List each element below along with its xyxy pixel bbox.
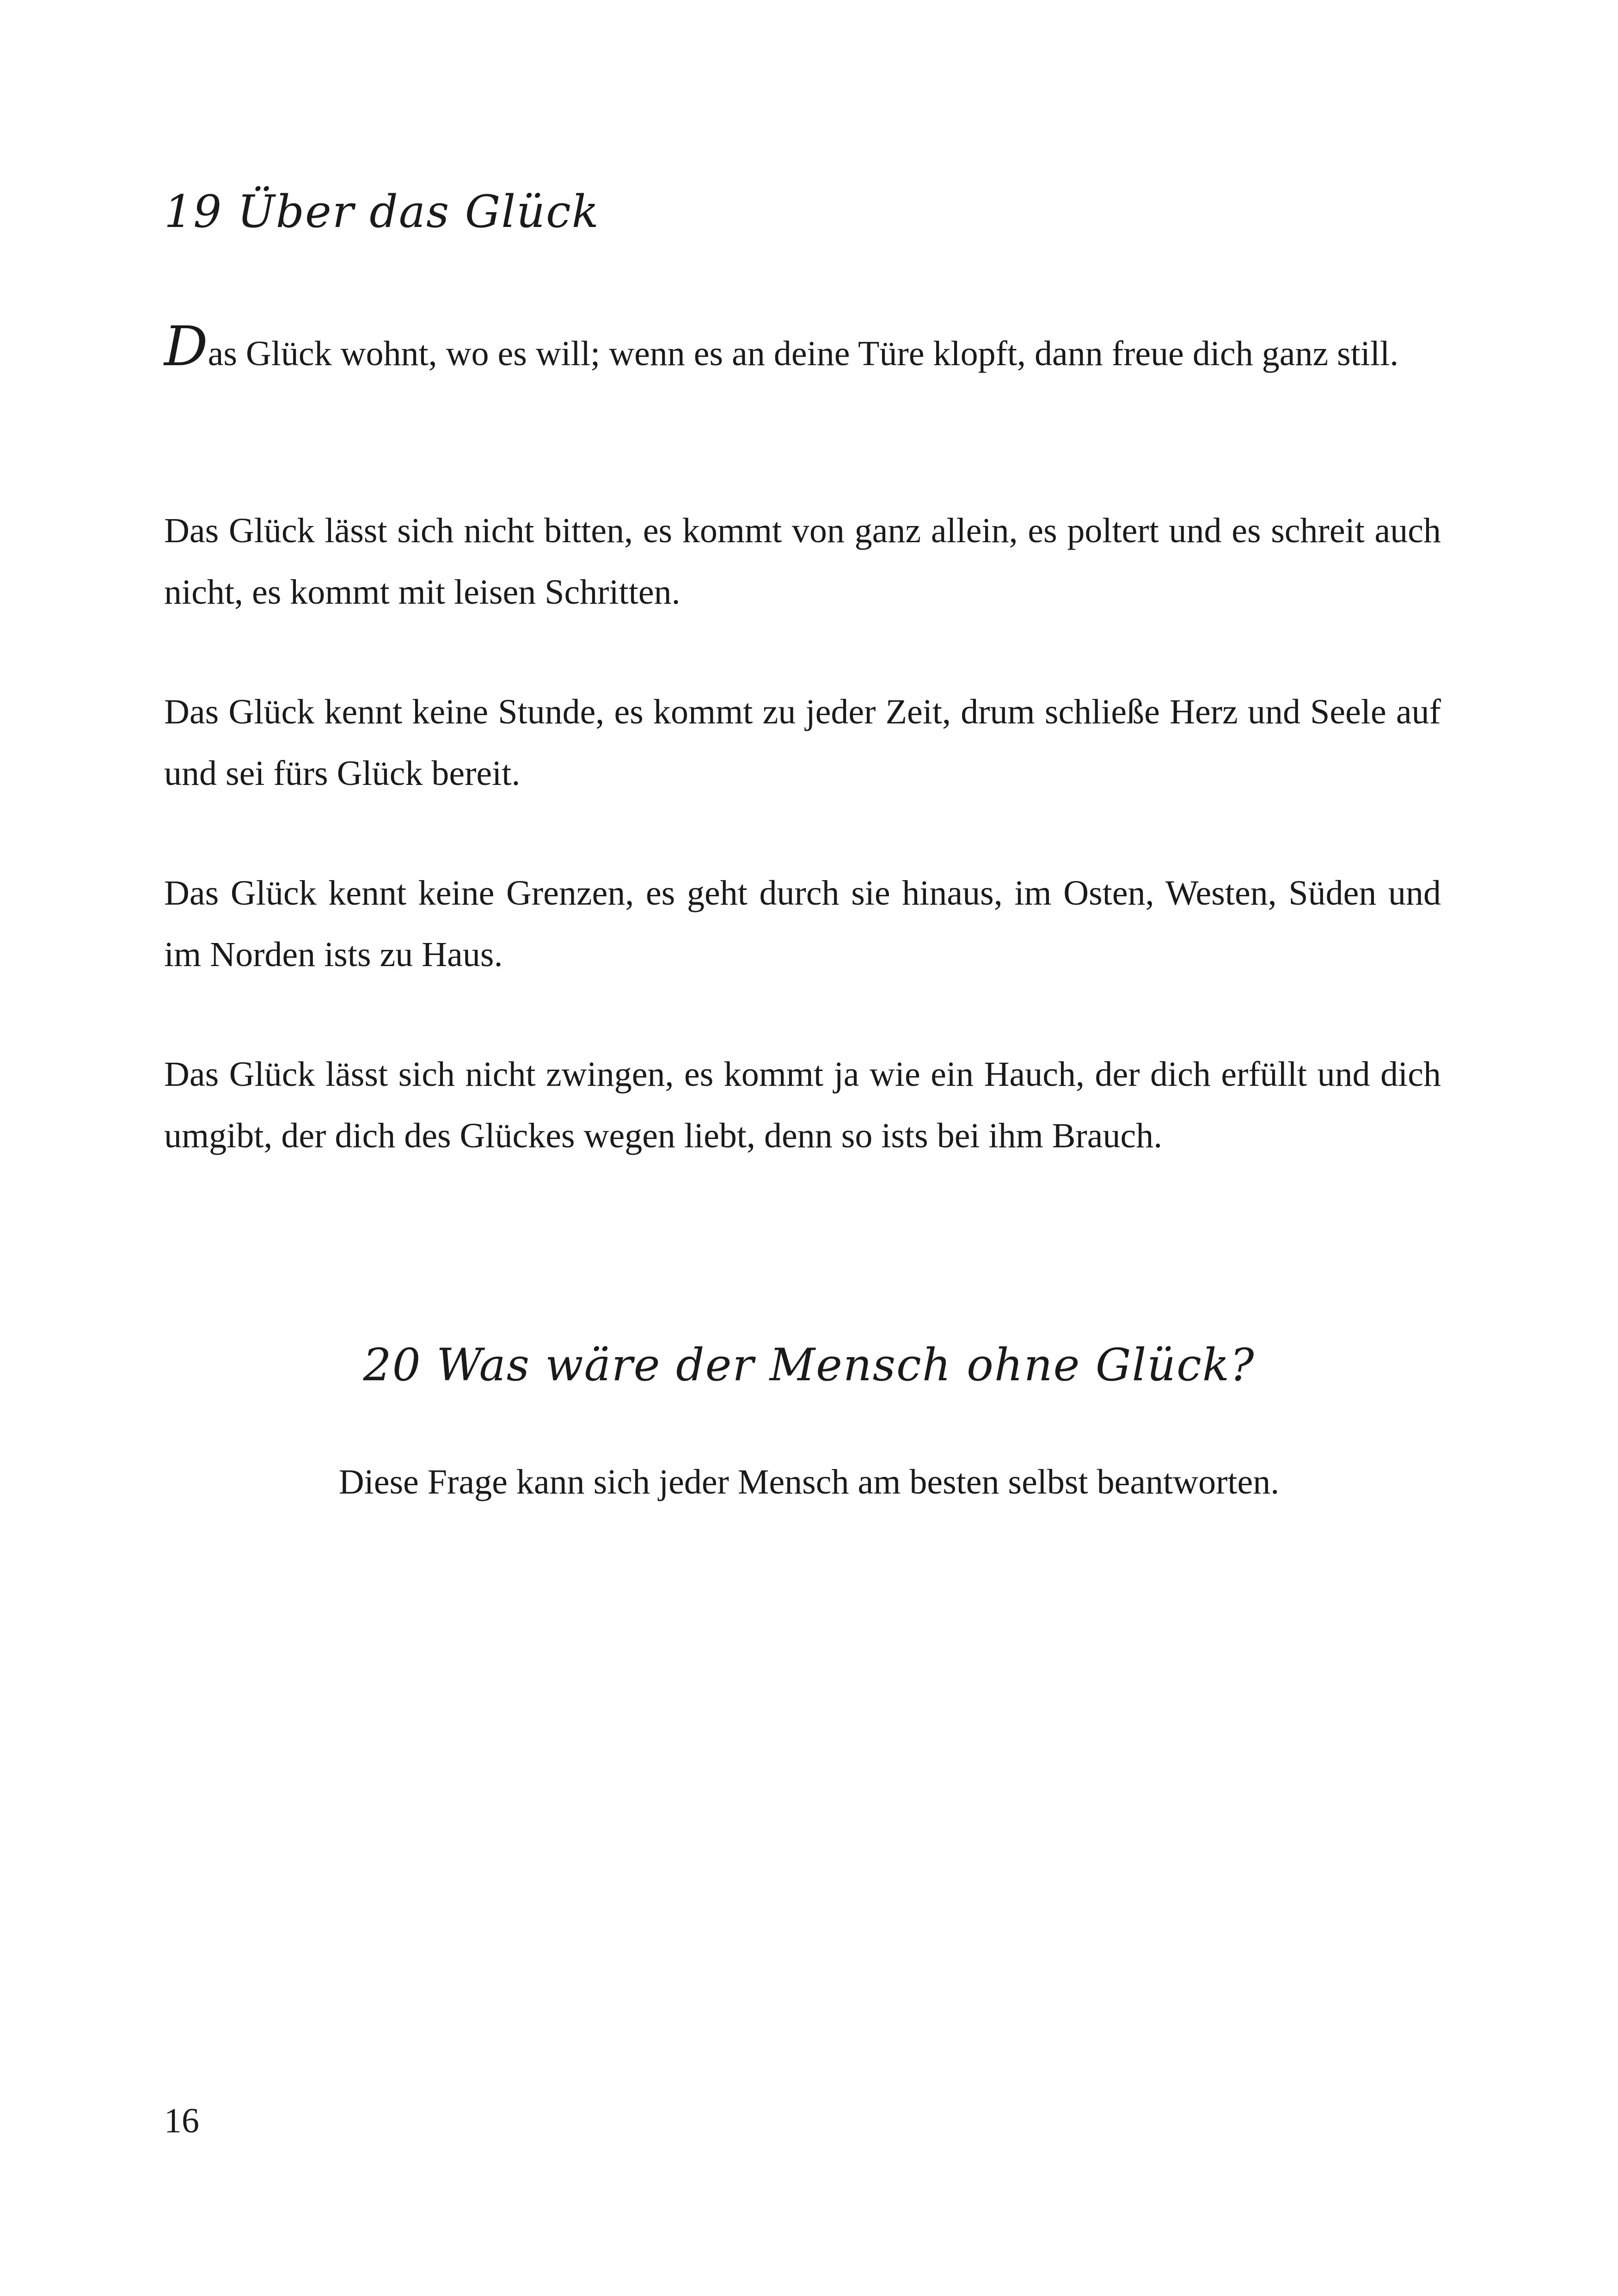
- drop-cap: D: [164, 314, 208, 378]
- section-19-paragraph-5: Das Glück lässt sich nicht zwingen, es kommt ja wie ein Hauch, der dich erfüllt und dich umgibt, der dich des Glückes wegen liebt, denn so ists bei ihm Brauch.: [164, 1055, 1441, 1155]
- section-20-text: Diese Frage kann sich jeder Mensch am besten selbst beantworten.: [338, 1463, 1280, 1501]
- section-19-paragraph-1: [164, 314, 1441, 385]
- page-number: 16: [164, 2101, 199, 2140]
- paragraph-1-text: as Glück wohnt, wo es will; wenn es an deine Türe klopft, dann freue dich ganz still.: [208, 334, 1399, 373]
- section-19-paragraph-4: Das Glück kennt keine Grenzen, es geht durch sie hinaus, im Osten, Westen, Süden und im Norden ists zu Haus.: [164, 874, 1441, 974]
- section-19-paragraph-2: Das Glück lässt sich nicht bitten, es kommt von ganz allein, es poltert und es schreit auch nicht, es kommt mit leisen Schritten.: [164, 511, 1441, 612]
- section-20-heading: 20 Was wäre der Mensch ohne Glück?: [363, 1339, 1255, 1391]
- section-19-paragraph-3: Das Glück kennt keine Stunde, es kommt zu jeder Zeit, drum schließe Herz und Seele auf und sei fürs Glück bereit.: [164, 692, 1441, 793]
- section-19-heading: 19 Über das Glück: [164, 186, 600, 238]
